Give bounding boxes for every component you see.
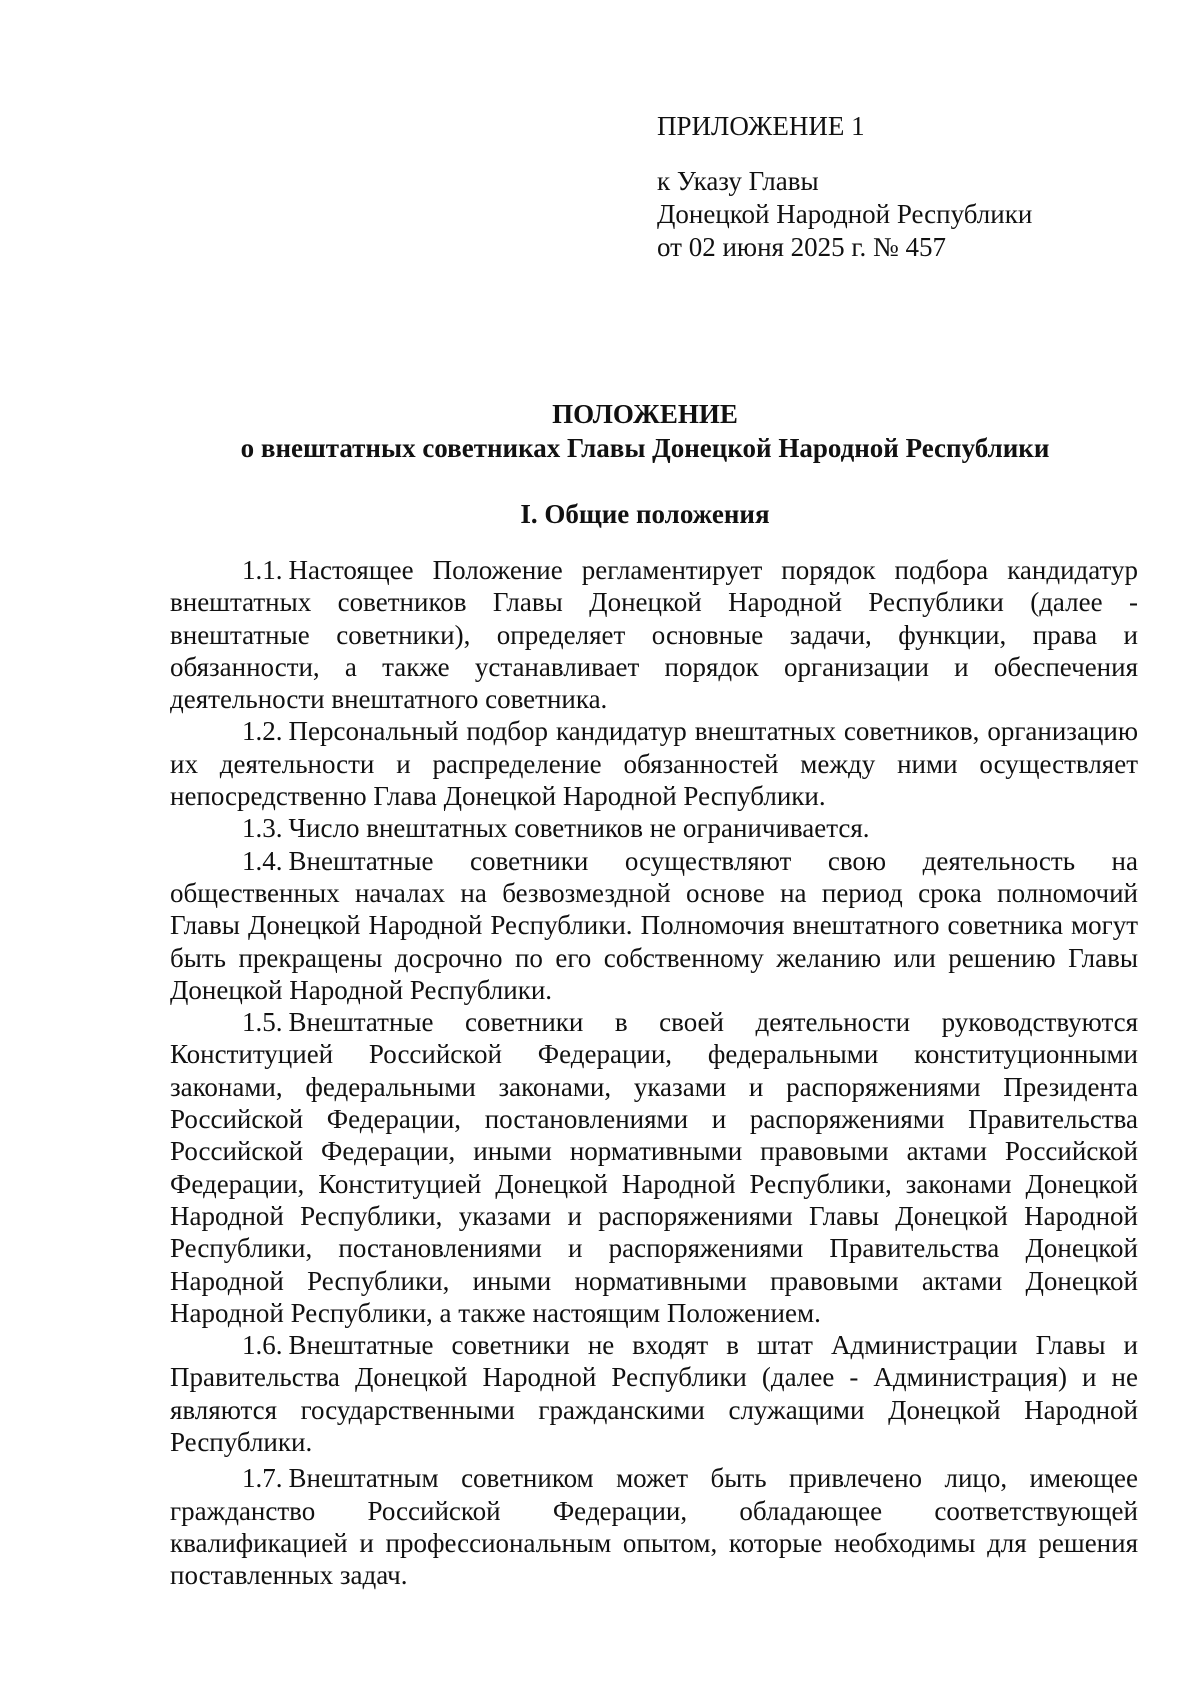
paragraph-number: 1.4. (242, 845, 283, 876)
attachment-title: ПРИЛОЖЕНИЕ 1 (657, 111, 865, 141)
paragraph-text: Внештатные советники не входят в штат Администрации Главы и Правительства Донецкой Народной Республики (далее - Администрация) и не являются государственными гражданскими служащими Донецкой Народной Республики. (170, 1330, 1138, 1458)
section-title: I. Общие положения (520, 499, 770, 529)
attachment-line-republic: Донецкой Народной Республики (657, 199, 1033, 229)
paragraph-number: 1.6. (242, 1330, 283, 1361)
paragraph-number: 1.5. (242, 1007, 283, 1038)
paragraph-1-6 (170, 1329, 1138, 1458)
paragraph-1-4 (170, 845, 1138, 1006)
paragraph-text: Внештатные советники в своей деятельности руководствуются Конституцией Российской Федерации, федеральными конституционными законами, федеральными законами, указами и распоряжениями Президента Российской Федерации, постановлениями и распоряжениями Правительства Российской Федерации, иными нормативными правовыми актами Российской Федерации, Конституцией Донецкой Народной Республики, законами Донецкой Народной Республики, указами и распоряжениями Главы Донецкой Народной Республики, постановлениями и распоряжениями Правительства Донецкой Народной Республики, иными нормативными правовыми актами Донецкой Народной Республики, а также настоящим Положением. (170, 1007, 1138, 1328)
document-heading (150, 397, 1140, 465)
paragraph-number: 1.3. (242, 813, 283, 844)
paragraph-number: 1.1. (242, 555, 283, 585)
document-body (170, 554, 1138, 1592)
document-title: ПОЛОЖЕНИЕ (552, 399, 738, 429)
attachment-line-decree: к Указу Главы (657, 166, 819, 196)
paragraph-number: 1.2. (242, 716, 283, 747)
paragraph-text: Число внештатных советников не ограничивается. (288, 813, 870, 844)
attachment-line-date: от 02 июня 2025 г. № 457 (657, 232, 946, 262)
paragraph-number: 1.7. (242, 1463, 283, 1494)
paragraph-text: Внештатные советники осуществляют свою деятельность на общественных началах на безвозмездной основе на период срока полномочий Главы Донецкой Народной Республики. Полномочия внештатного советника могут быть прекращены досрочно по его собственному желанию или решению Главы Донецкой Народной Республики. (170, 845, 1138, 1005)
paragraph-text: Персональный подбор кандидатур внештатных советников, организацию их деятельности и распределение обязанностей между ними осуществляет непосредственно Глава Донецкой Народной Республики. (170, 716, 1138, 812)
paragraph-1-7 (170, 1462, 1138, 1591)
attachment-block (657, 110, 1032, 264)
paragraph-1-2 (170, 715, 1138, 812)
document-subtitle: о внештатных советниках Главы Донецкой Народной Республики (240, 433, 1050, 463)
paragraph-1-5 (170, 1006, 1138, 1329)
paragraph-1-3 (170, 812, 1138, 844)
paragraph-1-1 (170, 554, 1138, 715)
paragraph-text: Настоящее Положение регламентирует порядок подбора кандидатур внештатных советников Главы Донецкой Народной Республики (далее - внештатные советники), определяет основные задачи, функции, права и обязанности, а также устанавливает порядок организации и обеспечения деятельности внештатного советника. (170, 555, 1138, 715)
paragraph-text: Внештатным советником может быть привлечено лицо, имеющее гражданство Российской Федерации, обладающее соответствующей квалификацией и профессиональным опытом, которые необходимы для решения поставленных задач. (170, 1463, 1138, 1591)
